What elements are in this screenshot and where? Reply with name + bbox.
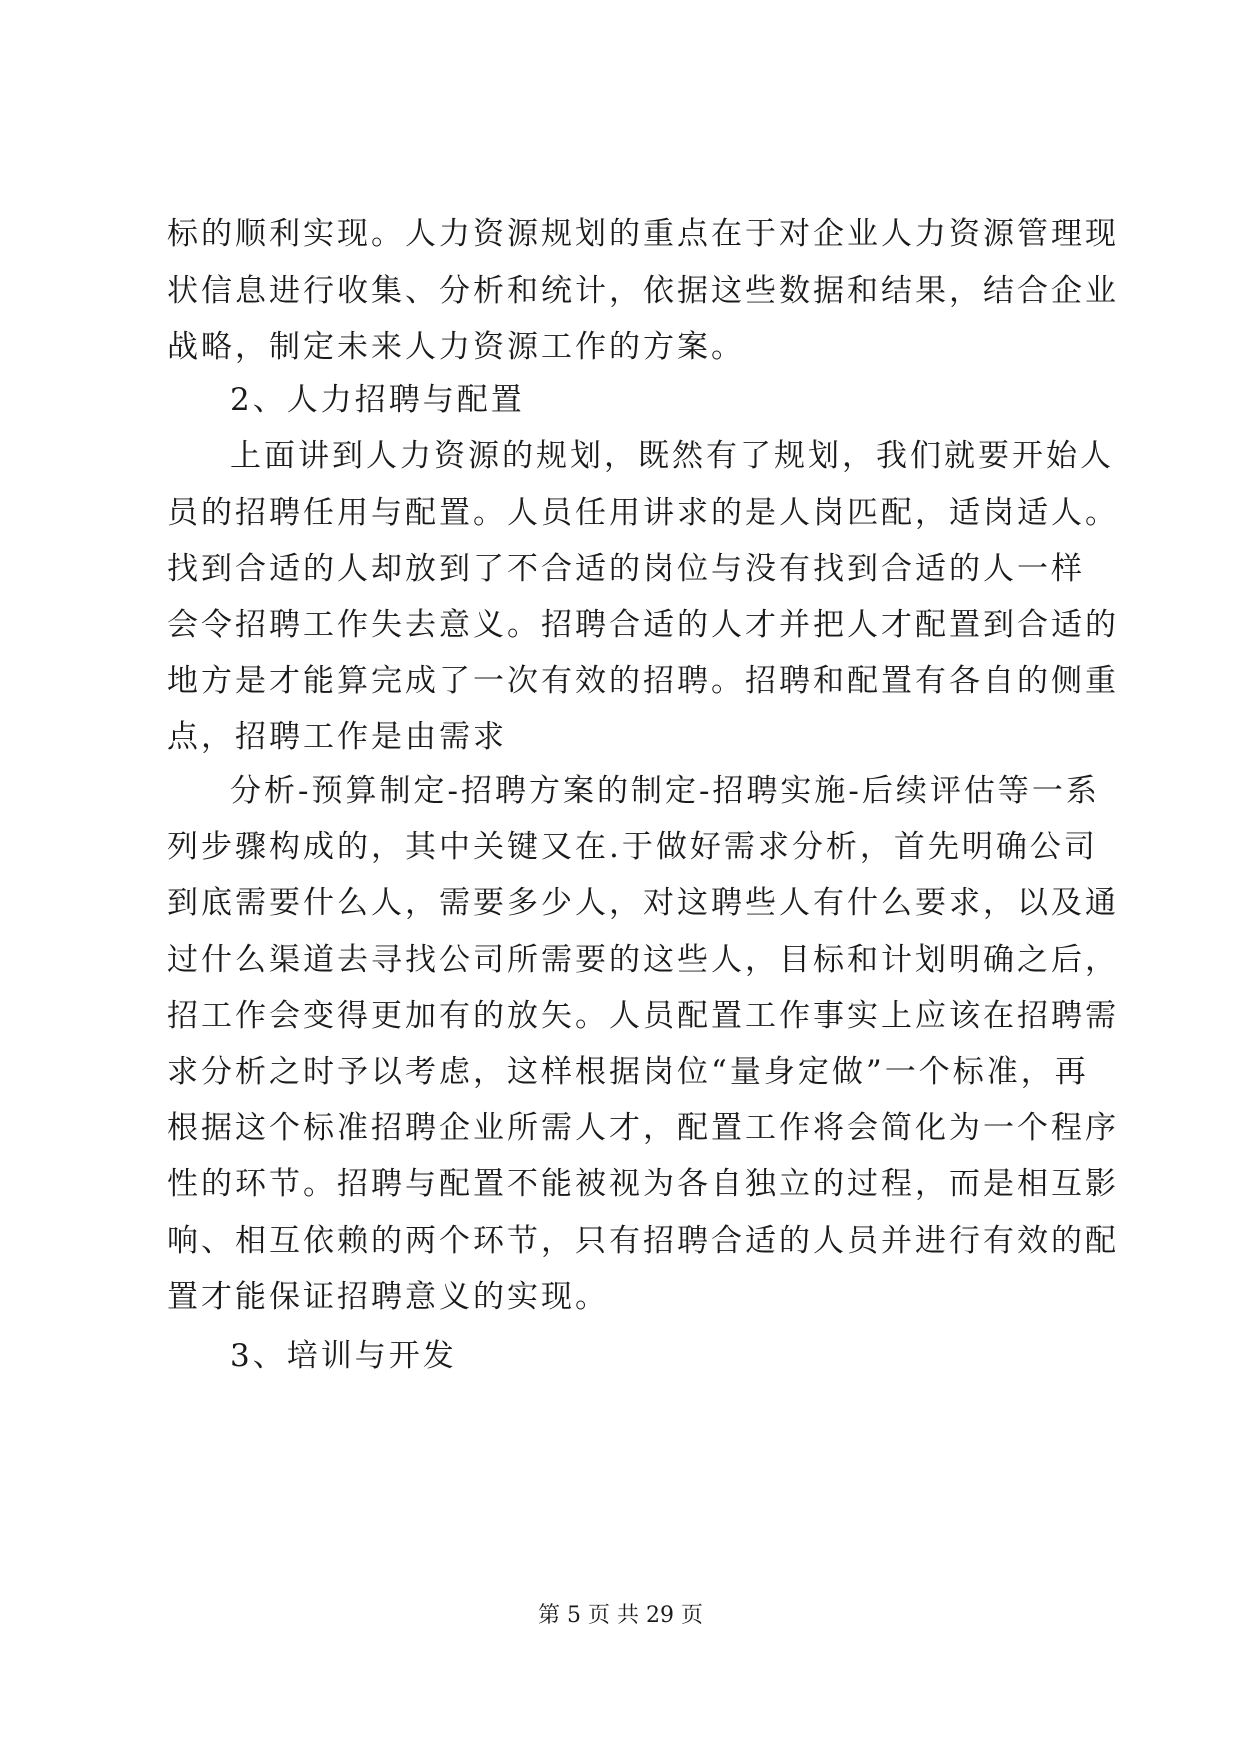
body-text-line: 地方是才能算完成了一次有效的招聘。招聘和配置有各自的侧重 — [167, 663, 1119, 699]
body-text-line: 战略，制定未来人力资源工作的方案。 — [167, 329, 745, 365]
body-text-line: 到底需要什么人，需要多少人，对这聘些人有什么要求，以及通 — [167, 885, 1119, 921]
body-text-line: 状信息进行收集、分析和统计，依据这些数据和结果，结合企业 — [167, 273, 1119, 309]
body-text-line: 列步骤构成的，其中关键又在.于做好需求分析，首先明确公司 — [167, 829, 1098, 865]
body-text-line: 性的环节。招聘与配置不能被视为各自独立的过程，而是相互影 — [167, 1166, 1119, 1202]
body-text-line: 求分析之时予以考虑，这样根据岗位“量身定做”一个标准，再 — [167, 1054, 1089, 1090]
body-text-line: 根据这个标准招聘企业所需人才，配置工作将会简化为一个程序 — [167, 1110, 1119, 1146]
body-text-line: 置才能保证招聘意义的实现。 — [167, 1279, 609, 1315]
body-text-line: 过什么渠道去寻找公司所需要的这些人，目标和计划明确之后， — [167, 942, 1119, 978]
page-number-footer: 第 5 页 共 29 页 — [538, 1603, 703, 1628]
body-text-line: 标的顺利实现。人力资源规划的重点在于对企业人力资源管理现 — [167, 216, 1119, 252]
body-text-line: 找到合适的人却放到了不合适的岗位与没有找到合适的人一样 — [167, 551, 1085, 587]
body-text-line: 会令招聘工作失去意义。招聘合适的人才并把人才配置到合适的 — [167, 607, 1119, 643]
body-text-line: 招工作会变得更加有的放矢。人员配置工作事实上应该在招聘需 — [167, 998, 1119, 1034]
body-text-line: 响、相互依赖的两个环节，只有招聘合适的人员并进行有效的配 — [167, 1223, 1119, 1259]
body-text-line: 分析-预算制定-招聘方案的制定-招聘实施-后续评估等一系 — [230, 773, 1100, 809]
body-text-line: 员的招聘任用与配置。人员任用讲求的是人岗匹配，适岗适人。 — [167, 495, 1119, 531]
body-text-line: 上面讲到人力资源的规划，既然有了规划，我们就要开始人 — [230, 438, 1114, 474]
section-heading: 2、人力招聘与配置 — [230, 382, 525, 418]
body-text-line: 点，招聘工作是由需求 — [167, 719, 507, 755]
section-heading: 3、培训与开发 — [230, 1338, 457, 1374]
